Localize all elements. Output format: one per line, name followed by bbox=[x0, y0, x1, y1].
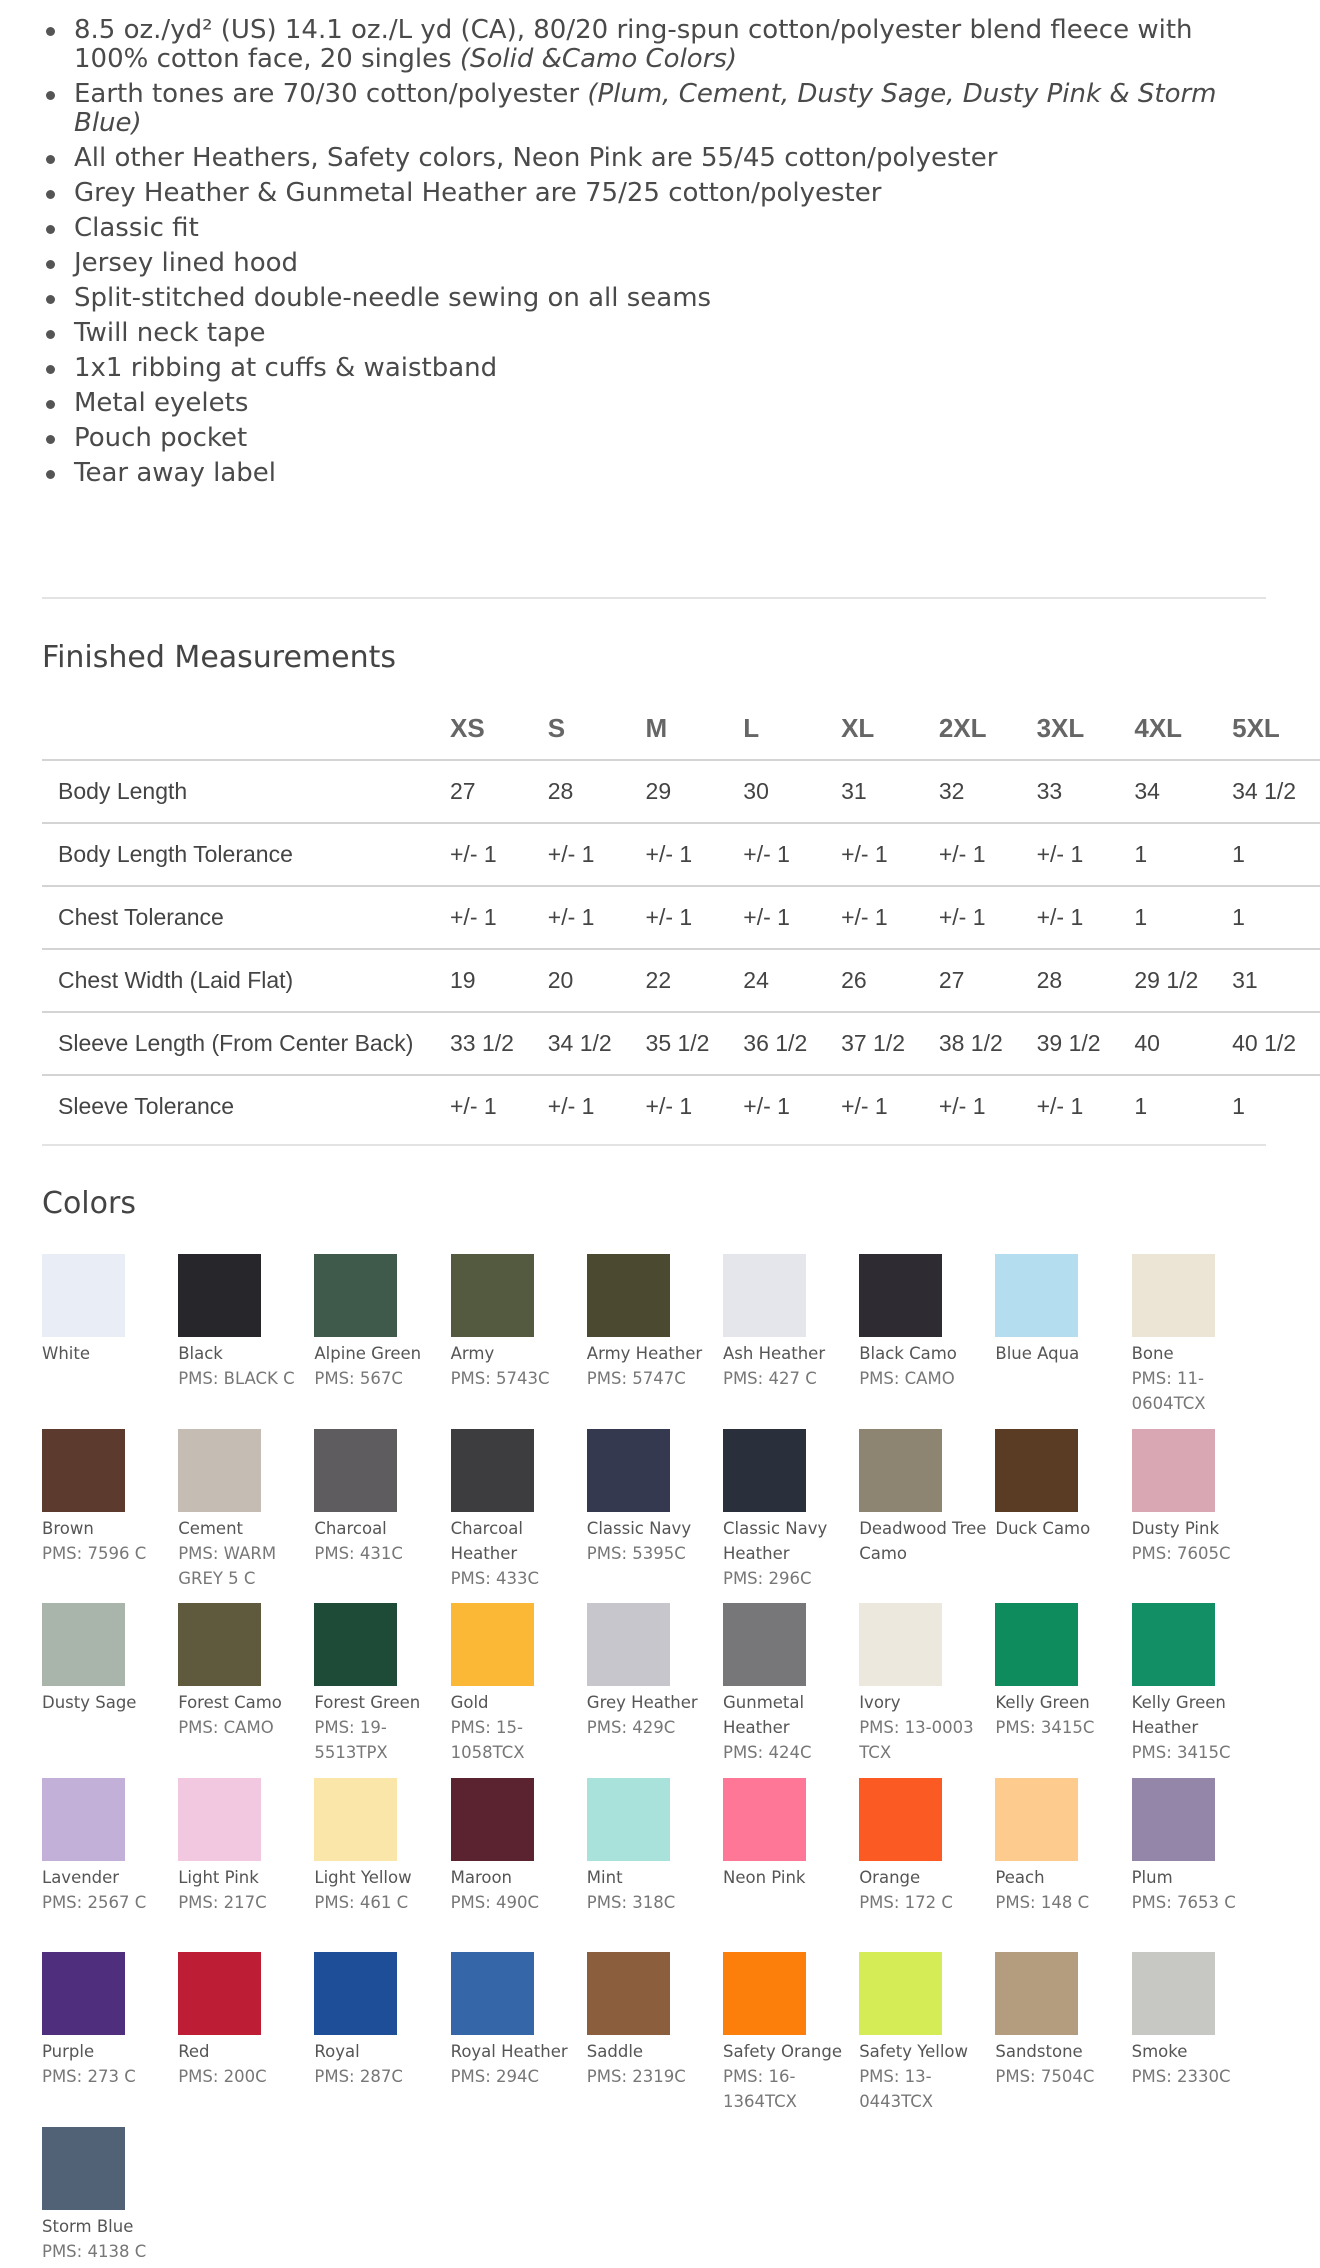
measurement-cell: 40 1/2 bbox=[1222, 1012, 1320, 1075]
measurement-cell: +/- 1 bbox=[1027, 823, 1125, 886]
color-swatch[interactable] bbox=[451, 1603, 587, 1765]
color-name: Classic Navy bbox=[586, 1518, 692, 1538]
measurement-cell: 31 bbox=[831, 760, 929, 823]
feature-note: (Plum, Cement, Dusty Sage, Dusty Pink & Storm Blue) bbox=[74, 79, 1217, 138]
measurement-cell: +/- 1 bbox=[929, 823, 1027, 886]
feature-item bbox=[42, 249, 1242, 278]
color-name: Dusty Pink bbox=[1131, 1518, 1220, 1538]
color-chip[interactable] bbox=[314, 1778, 397, 1861]
feature-text: All other Heathers, Safety colors, Neon Pink are 55/45 cotton/polyester bbox=[74, 143, 998, 173]
color-name: Lavender bbox=[42, 1867, 120, 1887]
color-chip[interactable] bbox=[587, 1778, 670, 1861]
feature-item bbox=[42, 354, 1242, 383]
color-pms: PMS: 15-1058TCX bbox=[450, 1718, 525, 1762]
measurement-cell: +/- 1 bbox=[538, 1075, 636, 1137]
measurement-cell: 29 1/2 bbox=[1124, 949, 1222, 1012]
color-name: Brown bbox=[42, 1518, 94, 1538]
color-chip[interactable] bbox=[42, 1429, 125, 1512]
feature-item bbox=[42, 459, 1242, 488]
measurement-row bbox=[42, 823, 1320, 886]
color-swatch[interactable] bbox=[587, 1603, 723, 1740]
color-name: Forest Green bbox=[314, 1693, 421, 1712]
color-name: Kelly Green Heather bbox=[1131, 1693, 1226, 1737]
measurement-cell: 1 bbox=[1222, 1075, 1320, 1137]
color-swatch[interactable] bbox=[859, 1778, 995, 1915]
color-chip[interactable] bbox=[587, 1254, 670, 1337]
color-swatch[interactable] bbox=[995, 1254, 1131, 1366]
feature-item bbox=[42, 389, 1242, 418]
measurement-cell: +/- 1 bbox=[538, 886, 636, 949]
color-swatch[interactable] bbox=[723, 1429, 859, 1591]
color-pms: PMS: 273 C bbox=[42, 2067, 136, 2086]
color-swatch[interactable] bbox=[314, 1429, 450, 1566]
header-spacer bbox=[42, 697, 440, 760]
color-chip[interactable] bbox=[42, 1603, 125, 1686]
color-pms: PMS: 217C bbox=[178, 1892, 267, 1912]
color-name: Mint bbox=[586, 1867, 623, 1887]
measurement-cell: 20 bbox=[538, 949, 636, 1012]
color-chip[interactable] bbox=[42, 1952, 125, 2035]
color-swatch[interactable] bbox=[995, 1952, 1131, 2089]
section-divider bbox=[42, 1144, 1266, 1146]
color-name: Light Yellow bbox=[314, 1867, 412, 1887]
measurement-row bbox=[42, 949, 1320, 1012]
color-pms: PMS: 2567 C bbox=[42, 1892, 147, 1912]
color-swatch[interactable] bbox=[587, 1778, 723, 1915]
measurement-cell: 1 bbox=[1124, 1075, 1222, 1137]
size-header: 5XL bbox=[1232, 712, 1280, 743]
measurement-cell: +/- 1 bbox=[831, 886, 929, 949]
color-swatch[interactable] bbox=[587, 1254, 723, 1391]
measurement-cell: 31 bbox=[1222, 949, 1320, 1012]
measurement-label: Body Length Tolerance bbox=[42, 823, 440, 886]
measurement-label: Sleeve Tolerance bbox=[42, 1075, 440, 1137]
color-chip[interactable] bbox=[995, 1952, 1078, 2035]
color-swatch[interactable] bbox=[859, 1603, 995, 1765]
color-pms: PMS: 11-0604TCX bbox=[1131, 1369, 1206, 1413]
color-pms: PMS: 461 C bbox=[314, 1892, 409, 1912]
color-name: Deadwood Tree Camo bbox=[859, 1518, 987, 1563]
size-header: 2XL bbox=[938, 712, 987, 743]
measurements-table bbox=[42, 697, 1320, 1137]
color-chip[interactable] bbox=[587, 1952, 670, 2035]
color-name: White bbox=[42, 1344, 90, 1363]
measurement-cell: 39 1/2 bbox=[1027, 1012, 1125, 1075]
measurement-cell: 28 bbox=[1027, 949, 1125, 1012]
color-chip[interactable] bbox=[451, 1778, 534, 1861]
color-chip[interactable] bbox=[723, 1778, 806, 1861]
color-chip[interactable] bbox=[723, 1429, 806, 1512]
color-pms: PMS: 3415C bbox=[1131, 1743, 1231, 1762]
measurement-label: Sleeve Length (From Center Back) bbox=[42, 1012, 440, 1075]
color-name: Royal bbox=[314, 2042, 360, 2061]
color-name: Classic Navy Heather bbox=[723, 1518, 828, 1563]
color-swatch[interactable] bbox=[42, 1429, 178, 1566]
measurement-cell: 33 bbox=[1027, 760, 1125, 823]
measurement-row bbox=[42, 1012, 1320, 1075]
color-name: Saddle bbox=[586, 2042, 644, 2061]
measurement-row bbox=[42, 760, 1320, 823]
color-swatch[interactable] bbox=[723, 1952, 859, 2114]
color-chip[interactable] bbox=[723, 1952, 806, 2035]
color-name: Grey Heather bbox=[586, 1693, 698, 1712]
color-swatch[interactable] bbox=[451, 1429, 587, 1591]
measurement-cell: 37 1/2 bbox=[831, 1012, 929, 1075]
measurement-cell: 29 bbox=[636, 760, 734, 823]
color-name: Blue Aqua bbox=[995, 1344, 1080, 1363]
measurement-cell: 34 1/2 bbox=[1222, 760, 1320, 823]
color-swatch[interactable] bbox=[42, 2127, 178, 2264]
feature-text: 8.5 oz./yd² (US) 14.1 oz./L yd (CA), 80/20 ring-spun cotton/polyester blend fleece with 100% cotton face, 20 singles bbox=[74, 15, 1193, 74]
color-pms: PMS: 7653 C bbox=[1131, 1892, 1236, 1912]
measurement-cell: 24 bbox=[733, 949, 831, 1012]
color-pms: PMS: 4138 C bbox=[42, 2241, 147, 2261]
color-chip[interactable] bbox=[587, 1429, 670, 1512]
size-header: 4XL bbox=[1134, 712, 1183, 743]
color-swatch[interactable] bbox=[1132, 1778, 1268, 1915]
color-swatch[interactable] bbox=[451, 1778, 587, 1915]
measurement-cell: 36 1/2 bbox=[733, 1012, 831, 1075]
color-chip[interactable] bbox=[314, 1603, 397, 1686]
color-pms: PMS: 424C bbox=[723, 1743, 812, 1762]
color-swatch[interactable] bbox=[995, 1778, 1131, 1915]
color-pms: PMS: WARM GREY 5 C bbox=[178, 1543, 277, 1588]
color-name: Army bbox=[450, 1344, 495, 1363]
color-chip[interactable] bbox=[42, 1254, 125, 1337]
color-swatch[interactable] bbox=[42, 1254, 178, 1366]
color-pms: PMS: 5747C bbox=[586, 1369, 686, 1388]
color-chip[interactable] bbox=[995, 1603, 1078, 1686]
measurement-cell: +/- 1 bbox=[440, 886, 538, 949]
color-swatch[interactable] bbox=[178, 1254, 314, 1391]
color-chip[interactable] bbox=[859, 1952, 942, 2035]
color-chip[interactable] bbox=[451, 1603, 534, 1686]
color-pms: PMS: 296C bbox=[723, 1568, 812, 1588]
color-swatch[interactable] bbox=[42, 1778, 178, 1915]
color-swatch[interactable] bbox=[314, 1254, 450, 1391]
feature-note: (Solid &Camo Colors) bbox=[459, 44, 738, 74]
color-chip[interactable] bbox=[42, 2127, 125, 2210]
color-pms: PMS: 13-0443TCX bbox=[859, 2067, 934, 2111]
color-swatch[interactable] bbox=[451, 1254, 587, 1391]
size-header: M bbox=[645, 712, 668, 743]
measurement-cell: 34 1/2 bbox=[538, 1012, 636, 1075]
measurement-cell: +/- 1 bbox=[831, 1075, 929, 1137]
color-name: Army Heather bbox=[586, 1344, 703, 1363]
size-header: 3XL bbox=[1036, 712, 1085, 743]
size-header: L bbox=[743, 712, 760, 743]
color-name: Dusty Sage bbox=[42, 1693, 137, 1712]
feature-text: Grey Heather & Gunmetal Heather are 75/25 cotton/polyester bbox=[74, 178, 882, 208]
color-pms: PMS: 7504C bbox=[995, 2067, 1095, 2086]
color-swatch[interactable] bbox=[587, 1429, 723, 1566]
measurement-cell: 35 1/2 bbox=[636, 1012, 734, 1075]
color-chip[interactable] bbox=[451, 1952, 534, 2035]
measurement-cell: +/- 1 bbox=[440, 1075, 538, 1137]
color-name: Black bbox=[178, 1344, 223, 1363]
color-pms: PMS: BLACK C bbox=[178, 1369, 295, 1388]
color-swatch[interactable] bbox=[42, 1952, 178, 2089]
color-pms: PMS: 7605C bbox=[1131, 1543, 1231, 1563]
measurement-cell: 28 bbox=[538, 760, 636, 823]
color-name: Gold bbox=[450, 1693, 489, 1712]
size-header: XL bbox=[841, 712, 875, 743]
color-pms: PMS: 490C bbox=[450, 1892, 540, 1912]
color-pms: PMS: 433C bbox=[450, 1568, 540, 1588]
color-name: Sandstone bbox=[995, 2042, 1083, 2061]
size-header: S bbox=[547, 712, 566, 743]
measurement-cell: 33 1/2 bbox=[440, 1012, 538, 1075]
color-name: Safety Orange bbox=[723, 2042, 842, 2061]
color-name: Red bbox=[178, 2042, 210, 2061]
color-pms: PMS: 431C bbox=[314, 1543, 403, 1563]
color-pms: PMS: CAMO bbox=[859, 1369, 955, 1388]
color-name: Black Camo bbox=[859, 1344, 957, 1363]
measurement-cell: 34 bbox=[1124, 760, 1222, 823]
feature-text: Earth tones are 70/30 cotton/polyester bbox=[74, 79, 588, 109]
color-pms: PMS: CAMO bbox=[178, 1718, 274, 1737]
measurement-cell: +/- 1 bbox=[929, 1075, 1027, 1137]
size-header-row bbox=[42, 697, 1320, 760]
color-swatch[interactable] bbox=[859, 1952, 995, 2114]
color-chip[interactable] bbox=[1132, 1254, 1215, 1337]
color-name: Safety Yellow bbox=[859, 2042, 969, 2061]
feature-item bbox=[42, 284, 1242, 313]
feature-item bbox=[42, 214, 1242, 243]
color-swatch[interactable] bbox=[1132, 1952, 1268, 2089]
color-chip[interactable] bbox=[178, 1778, 261, 1861]
color-chip[interactable] bbox=[859, 1778, 942, 1861]
color-swatch[interactable] bbox=[314, 1603, 450, 1765]
color-pms: PMS: 172 C bbox=[859, 1892, 953, 1912]
color-swatch[interactable] bbox=[587, 1952, 723, 2089]
color-swatch[interactable] bbox=[723, 1254, 859, 1391]
section-divider bbox=[42, 597, 1266, 599]
color-swatch[interactable] bbox=[859, 1254, 995, 1391]
color-pms: PMS: 5743C bbox=[450, 1369, 550, 1388]
measurement-label: Chest Width (Laid Flat) bbox=[42, 949, 440, 1012]
measurement-cell: +/- 1 bbox=[733, 886, 831, 949]
color-chip[interactable] bbox=[995, 1429, 1078, 1512]
measurement-cell: +/- 1 bbox=[733, 823, 831, 886]
color-chip[interactable] bbox=[1132, 1429, 1215, 1512]
feature-text: Twill neck tape bbox=[74, 318, 266, 348]
colors-heading: Colors bbox=[42, 1186, 136, 1221]
feature-text: Tear away label bbox=[74, 458, 277, 488]
color-swatch[interactable] bbox=[995, 1603, 1131, 1740]
color-chip[interactable] bbox=[1132, 1603, 1215, 1686]
color-pms: PMS: 429C bbox=[586, 1718, 676, 1737]
color-chip[interactable] bbox=[314, 1254, 397, 1337]
feature-item bbox=[42, 144, 1242, 173]
color-chip[interactable] bbox=[314, 1429, 397, 1512]
color-name: Charcoal Heather bbox=[450, 1518, 523, 1563]
color-chip[interactable] bbox=[178, 1603, 261, 1686]
size-header: XS bbox=[450, 712, 485, 743]
measurement-row bbox=[42, 1075, 1320, 1137]
color-pms: PMS: 318C bbox=[586, 1892, 676, 1912]
measurement-cell: +/- 1 bbox=[929, 886, 1027, 949]
color-pms: PMS: 3415C bbox=[995, 1718, 1095, 1737]
color-name: Orange bbox=[859, 1867, 921, 1887]
measurement-cell: +/- 1 bbox=[1027, 1075, 1125, 1137]
color-pms: PMS: 16-1364TCX bbox=[723, 2067, 797, 2111]
color-chip[interactable] bbox=[995, 1778, 1078, 1861]
measurement-cell: 1 bbox=[1222, 886, 1320, 949]
color-chip[interactable] bbox=[723, 1603, 806, 1686]
color-name: Ivory bbox=[859, 1693, 901, 1712]
color-name: Royal Heather bbox=[450, 2042, 568, 2061]
color-chip[interactable] bbox=[451, 1254, 534, 1337]
measurement-cell: +/- 1 bbox=[440, 823, 538, 886]
color-name: Gunmetal Heather bbox=[723, 1693, 805, 1737]
color-name: Plum bbox=[1131, 1867, 1173, 1887]
color-chip[interactable] bbox=[1132, 1952, 1215, 2035]
color-pms: PMS: 148 C bbox=[995, 1892, 1090, 1912]
color-name: Neon Pink bbox=[723, 1867, 806, 1887]
color-pms: PMS: 2330C bbox=[1131, 2067, 1231, 2086]
color-name: Bone bbox=[1131, 1344, 1174, 1363]
color-chip[interactable] bbox=[995, 1254, 1078, 1337]
color-swatch[interactable] bbox=[1132, 1254, 1268, 1416]
feature-text: Metal eyelets bbox=[74, 388, 249, 418]
feature-item bbox=[42, 424, 1242, 453]
color-chip[interactable] bbox=[859, 1603, 942, 1686]
color-pms: PMS: 5395C bbox=[586, 1543, 686, 1563]
feature-item bbox=[42, 80, 1242, 138]
color-name: Cement bbox=[178, 1518, 244, 1538]
measurement-cell: +/- 1 bbox=[636, 886, 734, 949]
measurement-cell: 19 bbox=[440, 949, 538, 1012]
color-chip[interactable] bbox=[178, 1429, 261, 1512]
measurement-cell: 32 bbox=[929, 760, 1027, 823]
color-pms: PMS: 567C bbox=[314, 1369, 403, 1388]
color-swatch[interactable] bbox=[859, 1429, 995, 1566]
color-swatch[interactable] bbox=[451, 1952, 587, 2089]
color-chip[interactable] bbox=[859, 1254, 942, 1337]
color-name: Smoke bbox=[1131, 2042, 1188, 2061]
color-name: Peach bbox=[995, 1867, 1045, 1887]
color-pms: PMS: 7596 C bbox=[42, 1543, 147, 1563]
measurement-cell: 1 bbox=[1124, 823, 1222, 886]
color-name: Storm Blue bbox=[42, 2216, 134, 2236]
measurement-cell: 30 bbox=[733, 760, 831, 823]
color-swatch[interactable] bbox=[178, 1429, 314, 1591]
color-swatch[interactable] bbox=[314, 1778, 450, 1915]
color-chip[interactable] bbox=[178, 1952, 261, 2035]
color-pms: PMS: 287C bbox=[314, 2067, 403, 2086]
color-chip[interactable] bbox=[859, 1429, 942, 1512]
color-chip[interactable] bbox=[723, 1254, 806, 1337]
measurements-heading: Finished Measurements bbox=[42, 640, 397, 675]
measurement-cell: +/- 1 bbox=[636, 1075, 734, 1137]
color-pms: PMS: 2319C bbox=[586, 2067, 686, 2086]
measurement-cell: 27 bbox=[440, 760, 538, 823]
color-chip[interactable] bbox=[587, 1603, 670, 1686]
feature-text: Pouch pocket bbox=[74, 423, 248, 453]
measurement-cell: 40 bbox=[1124, 1012, 1222, 1075]
color-swatch[interactable] bbox=[314, 1952, 450, 2089]
feature-text: Split-stitched double-needle sewing on all seams bbox=[74, 283, 712, 313]
measurement-cell: 22 bbox=[636, 949, 734, 1012]
measurement-cell: +/- 1 bbox=[636, 823, 734, 886]
color-pms: PMS: 427 C bbox=[723, 1369, 817, 1388]
measurement-cell: 38 1/2 bbox=[929, 1012, 1027, 1075]
feature-list bbox=[42, 16, 1242, 494]
color-name: Kelly Green bbox=[995, 1693, 1090, 1712]
measurement-cell: +/- 1 bbox=[538, 823, 636, 886]
measurement-cell: +/- 1 bbox=[831, 823, 929, 886]
color-swatch[interactable] bbox=[723, 1778, 859, 1890]
color-swatch[interactable] bbox=[995, 1429, 1131, 1541]
measurement-cell: 1 bbox=[1124, 886, 1222, 949]
color-swatch[interactable] bbox=[178, 1603, 314, 1740]
feature-text: 1x1 ribbing at cuffs & waistband bbox=[74, 353, 498, 383]
measurement-cell: 26 bbox=[831, 949, 929, 1012]
measurement-cell: +/- 1 bbox=[1027, 886, 1125, 949]
color-chip[interactable] bbox=[1132, 1778, 1215, 1861]
color-name: Forest Camo bbox=[178, 1693, 282, 1712]
color-chip[interactable] bbox=[178, 1254, 261, 1337]
color-pms: PMS: 13-0003 TCX bbox=[859, 1718, 974, 1762]
color-chip[interactable] bbox=[314, 1952, 397, 2035]
color-name: Purple bbox=[42, 2042, 95, 2061]
measurement-label: Body Length bbox=[42, 760, 440, 823]
measurement-label: Chest Tolerance bbox=[42, 886, 440, 949]
color-swatch[interactable] bbox=[1132, 1429, 1268, 1566]
color-swatch[interactable] bbox=[723, 1603, 859, 1765]
color-pms: PMS: 294C bbox=[450, 2067, 540, 2086]
feature-text: Classic fit bbox=[74, 213, 199, 243]
color-name: Alpine Green bbox=[314, 1344, 422, 1363]
color-pms: PMS: 200C bbox=[178, 2067, 267, 2086]
color-name: Duck Camo bbox=[995, 1518, 1091, 1538]
measurement-cell: 27 bbox=[929, 949, 1027, 1012]
color-name: Charcoal bbox=[314, 1518, 387, 1538]
measurement-cell: +/- 1 bbox=[733, 1075, 831, 1137]
color-swatch[interactable] bbox=[178, 1952, 314, 2089]
feature-text: Jersey lined hood bbox=[74, 248, 299, 278]
feature-item bbox=[42, 179, 1242, 208]
measurement-row bbox=[42, 886, 1320, 949]
color-name: Maroon bbox=[450, 1867, 513, 1887]
feature-item bbox=[42, 319, 1242, 348]
color-chip[interactable] bbox=[42, 1778, 125, 1861]
color-swatch[interactable] bbox=[42, 1603, 178, 1715]
color-chip[interactable] bbox=[451, 1429, 534, 1512]
color-swatch[interactable] bbox=[1132, 1603, 1268, 1765]
color-pms: PMS: 19-5513TPX bbox=[314, 1718, 388, 1762]
measurement-cell: 1 bbox=[1222, 823, 1320, 886]
feature-item bbox=[42, 16, 1242, 74]
color-name: Ash Heather bbox=[723, 1344, 826, 1363]
color-swatch[interactable] bbox=[178, 1778, 314, 1915]
color-name: Light Pink bbox=[178, 1867, 259, 1887]
